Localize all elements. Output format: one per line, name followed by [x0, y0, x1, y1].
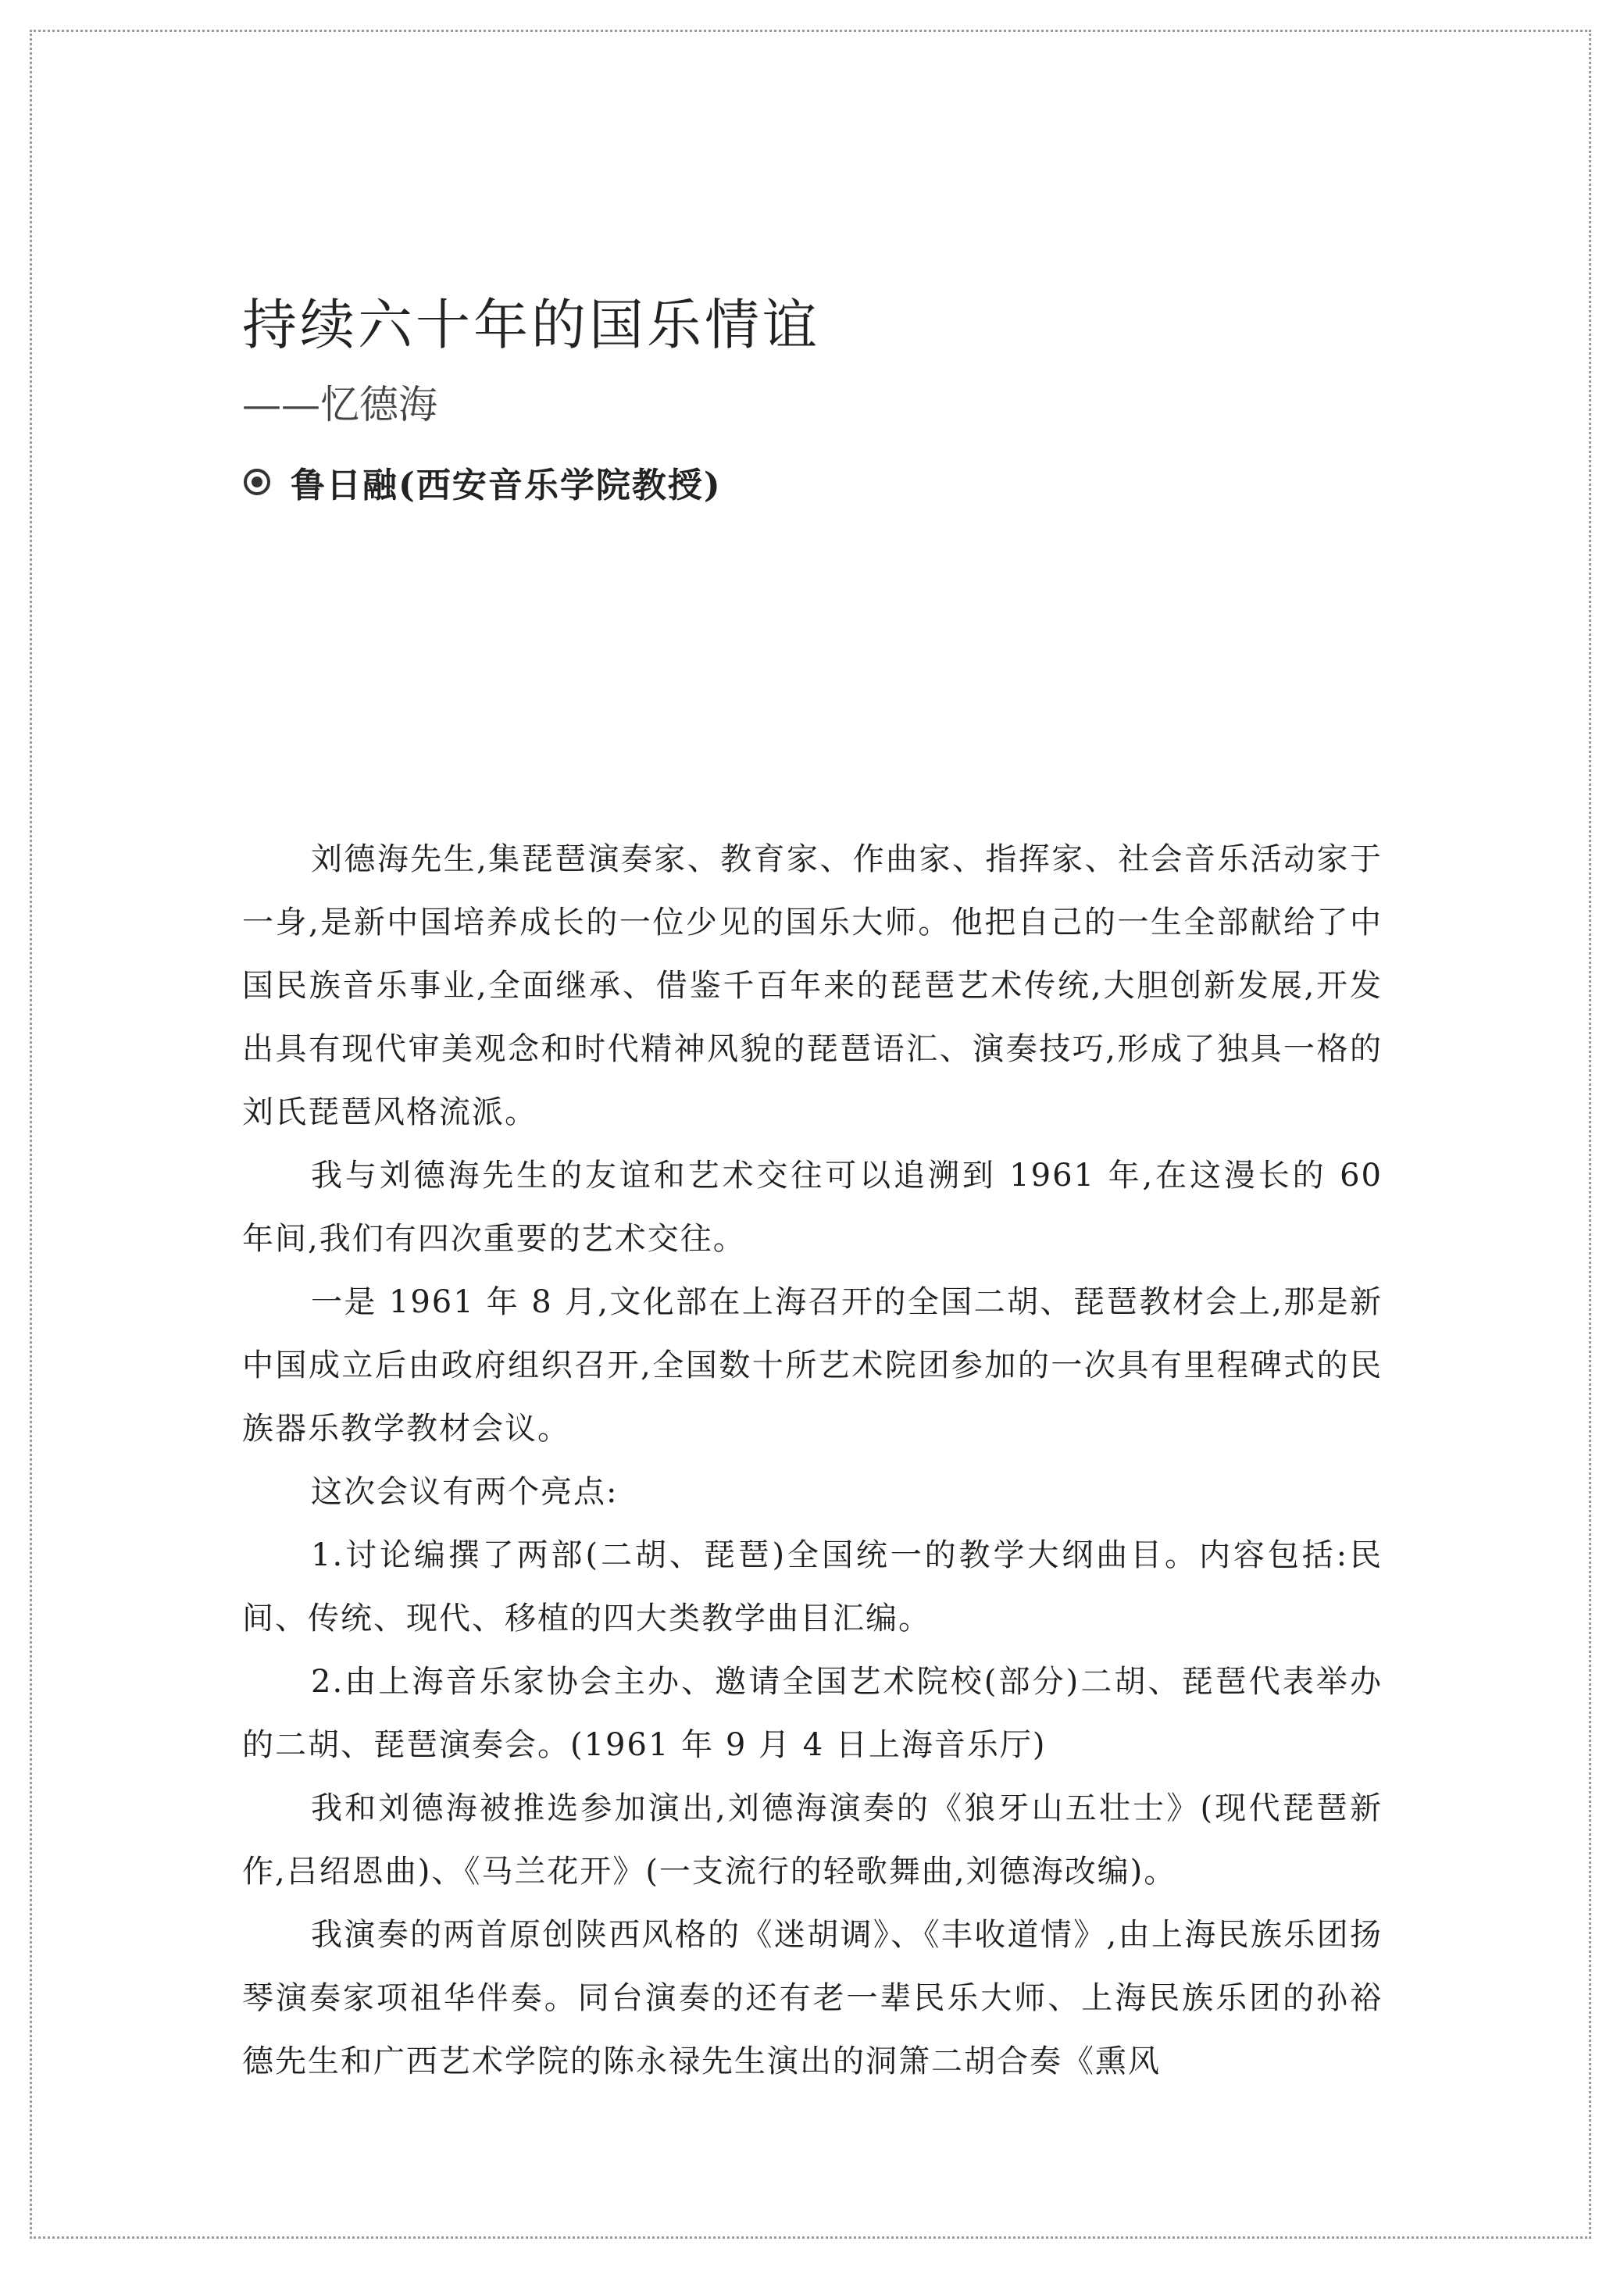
paragraph: 一是 1961 年 8 月,文化部在上海召开的全国二胡、琵琶教材会上,那是新中国成立后由政府组织召开,全国数十所艺术院团参加的一次具有里程碑式的民族器乐教学教材会议。 [242, 1284, 1383, 1447]
paragraph: 我演奏的两首原创陕西风格的《迷胡调》、《丰收道情》,由上海民族乐团扬琴演奏家项祖华伴奏。同台演奏的还有老一辈民乐大师、上海民族乐团的孙裕德先生和广西艺术学院的陈永禄先生演出的洞箫二胡合奏《熏风 [242, 1917, 1383, 2079]
author-name: 鲁日融(西安音乐学院教授) [291, 466, 722, 505]
paragraph: 我与刘德海先生的友谊和艺术交往可以追溯到 1961 年,在这漫长的 60 年间,我们有四次重要的艺术交往。 [242, 1158, 1383, 1257]
paragraph: 2.由上海音乐家协会主办、邀请全国艺术院校(部分)二胡、琵琶代表举办的二胡、琵琶演奏会。(1961 年 9 月 4 日上海音乐厅) [242, 1664, 1383, 1763]
bullseye-icon [244, 469, 270, 495]
paragraph: 这次会议有两个亮点: [311, 1474, 619, 1510]
article-subtitle: ——忆德海 [242, 382, 437, 427]
paragraph: 我和刘德海被推选参加演出,刘德海演奏的《狼牙山五壮士》(现代琵琶新作,吕绍恩曲)、《马兰花开》(一支流行的轻歌舞曲,刘德海改编)。 [242, 1790, 1383, 1890]
paragraph: 刘德海先生,集琵琶演奏家、教育家、作曲家、指挥家、社会音乐活动家于一身,是新中国培养成长的一位少见的国乐大师。他把自己的一生全部献给了中国民族音乐事业,全面继承、借鉴千百年来的琵琶艺术传统,大胆创新发展,开发出具有现代审美观念和时代精神风貌的琵琶语汇、演奏技巧,形成了独具一格的刘氏琵琶风格流派。 [242, 841, 1383, 1130]
author-line [244, 457, 722, 507]
paragraph: 1.讨论编撰了两部(二胡、琵琶)全国统一的教学大纲曲目。内容包括:民间、传统、现代、移植的四大类教学曲目汇编。 [242, 1537, 1383, 1636]
article-title: 持续六十年的国乐情谊 [242, 293, 820, 357]
article-body [242, 828, 1383, 2093]
